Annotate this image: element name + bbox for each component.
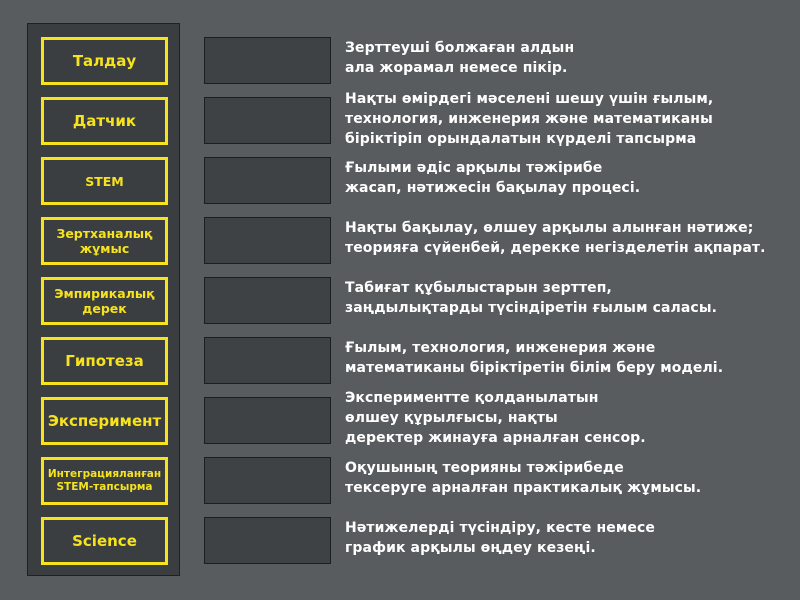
answer-drop-slot[interactable] [204, 157, 331, 204]
answer-drop-slot[interactable] [204, 37, 331, 84]
answer-drop-slot[interactable] [204, 517, 331, 564]
term-tile-eksperiment[interactable]: Эксперимент [41, 397, 168, 445]
answer-drop-slot[interactable] [204, 277, 331, 324]
definition-text: Нақты өмірдегі мәселені шешу үшін ғылым, технология, инженерия және математиканы біріктіріп орындалатын күрделі тапсырма [345, 91, 714, 147]
term-tile-stem[interactable]: STEM [41, 157, 168, 205]
term-tile-empirikalyq-derek[interactable]: Эмпирикалық дерек [41, 277, 168, 325]
definition-text: Нақты бақылау, өлшеу арқылы алынған нәтиже; теорияға сүйенбей, дерекке негізделетін ақпарат. [345, 220, 766, 256]
term-tile-zerthanalyq-zhumys[interactable]: Зертханалық жұмыс [41, 217, 168, 265]
term-tile-gipoteza[interactable]: Гипотеза [41, 337, 168, 385]
answer-drop-slot[interactable] [204, 457, 331, 504]
term-bank-panel [27, 23, 180, 576]
term-tile-datchik[interactable]: Датчик [41, 97, 168, 145]
answer-drop-slot[interactable] [204, 397, 331, 444]
term-tile-integratsiyalangan-stem[interactable]: Интеграцияланған STEM-тапсырма [41, 457, 168, 505]
answer-drop-slot[interactable] [204, 337, 331, 384]
answer-drop-slot[interactable] [204, 217, 331, 264]
answer-drop-slot[interactable] [204, 97, 331, 144]
definition-text: Ғылым, технология, инженерия және математиканы біріктіретін білім беру моделі. [345, 340, 724, 376]
term-tile-science[interactable]: Science [41, 517, 168, 565]
definition-text: Табиғат құбылыстарын зерттеп, заңдылықтарды түсіндіретін ғылым саласы. [345, 280, 718, 316]
definition-text: Зерттеуші болжаған алдын ала жорамал немесе пікір. [345, 40, 575, 76]
definition-text: Ғылыми әдіс арқылы тәжірибе жасап, нәтижесін бақылау процесі. [345, 160, 641, 196]
term-tile-taldau[interactable]: Талдау [41, 37, 168, 85]
definition-text: Экспериментте қолданылатын өлшеу құрылғысы, нақты деректер жинауға арналған сенсор. [345, 390, 646, 446]
definition-text: Нәтижелерді түсіндіру, кесте немесе график арқылы өңдеу кезеңі. [345, 520, 655, 556]
definition-text: Оқушының теорияны тәжірибеде тексеруге арналған практикалық жұмысы. [345, 460, 702, 496]
